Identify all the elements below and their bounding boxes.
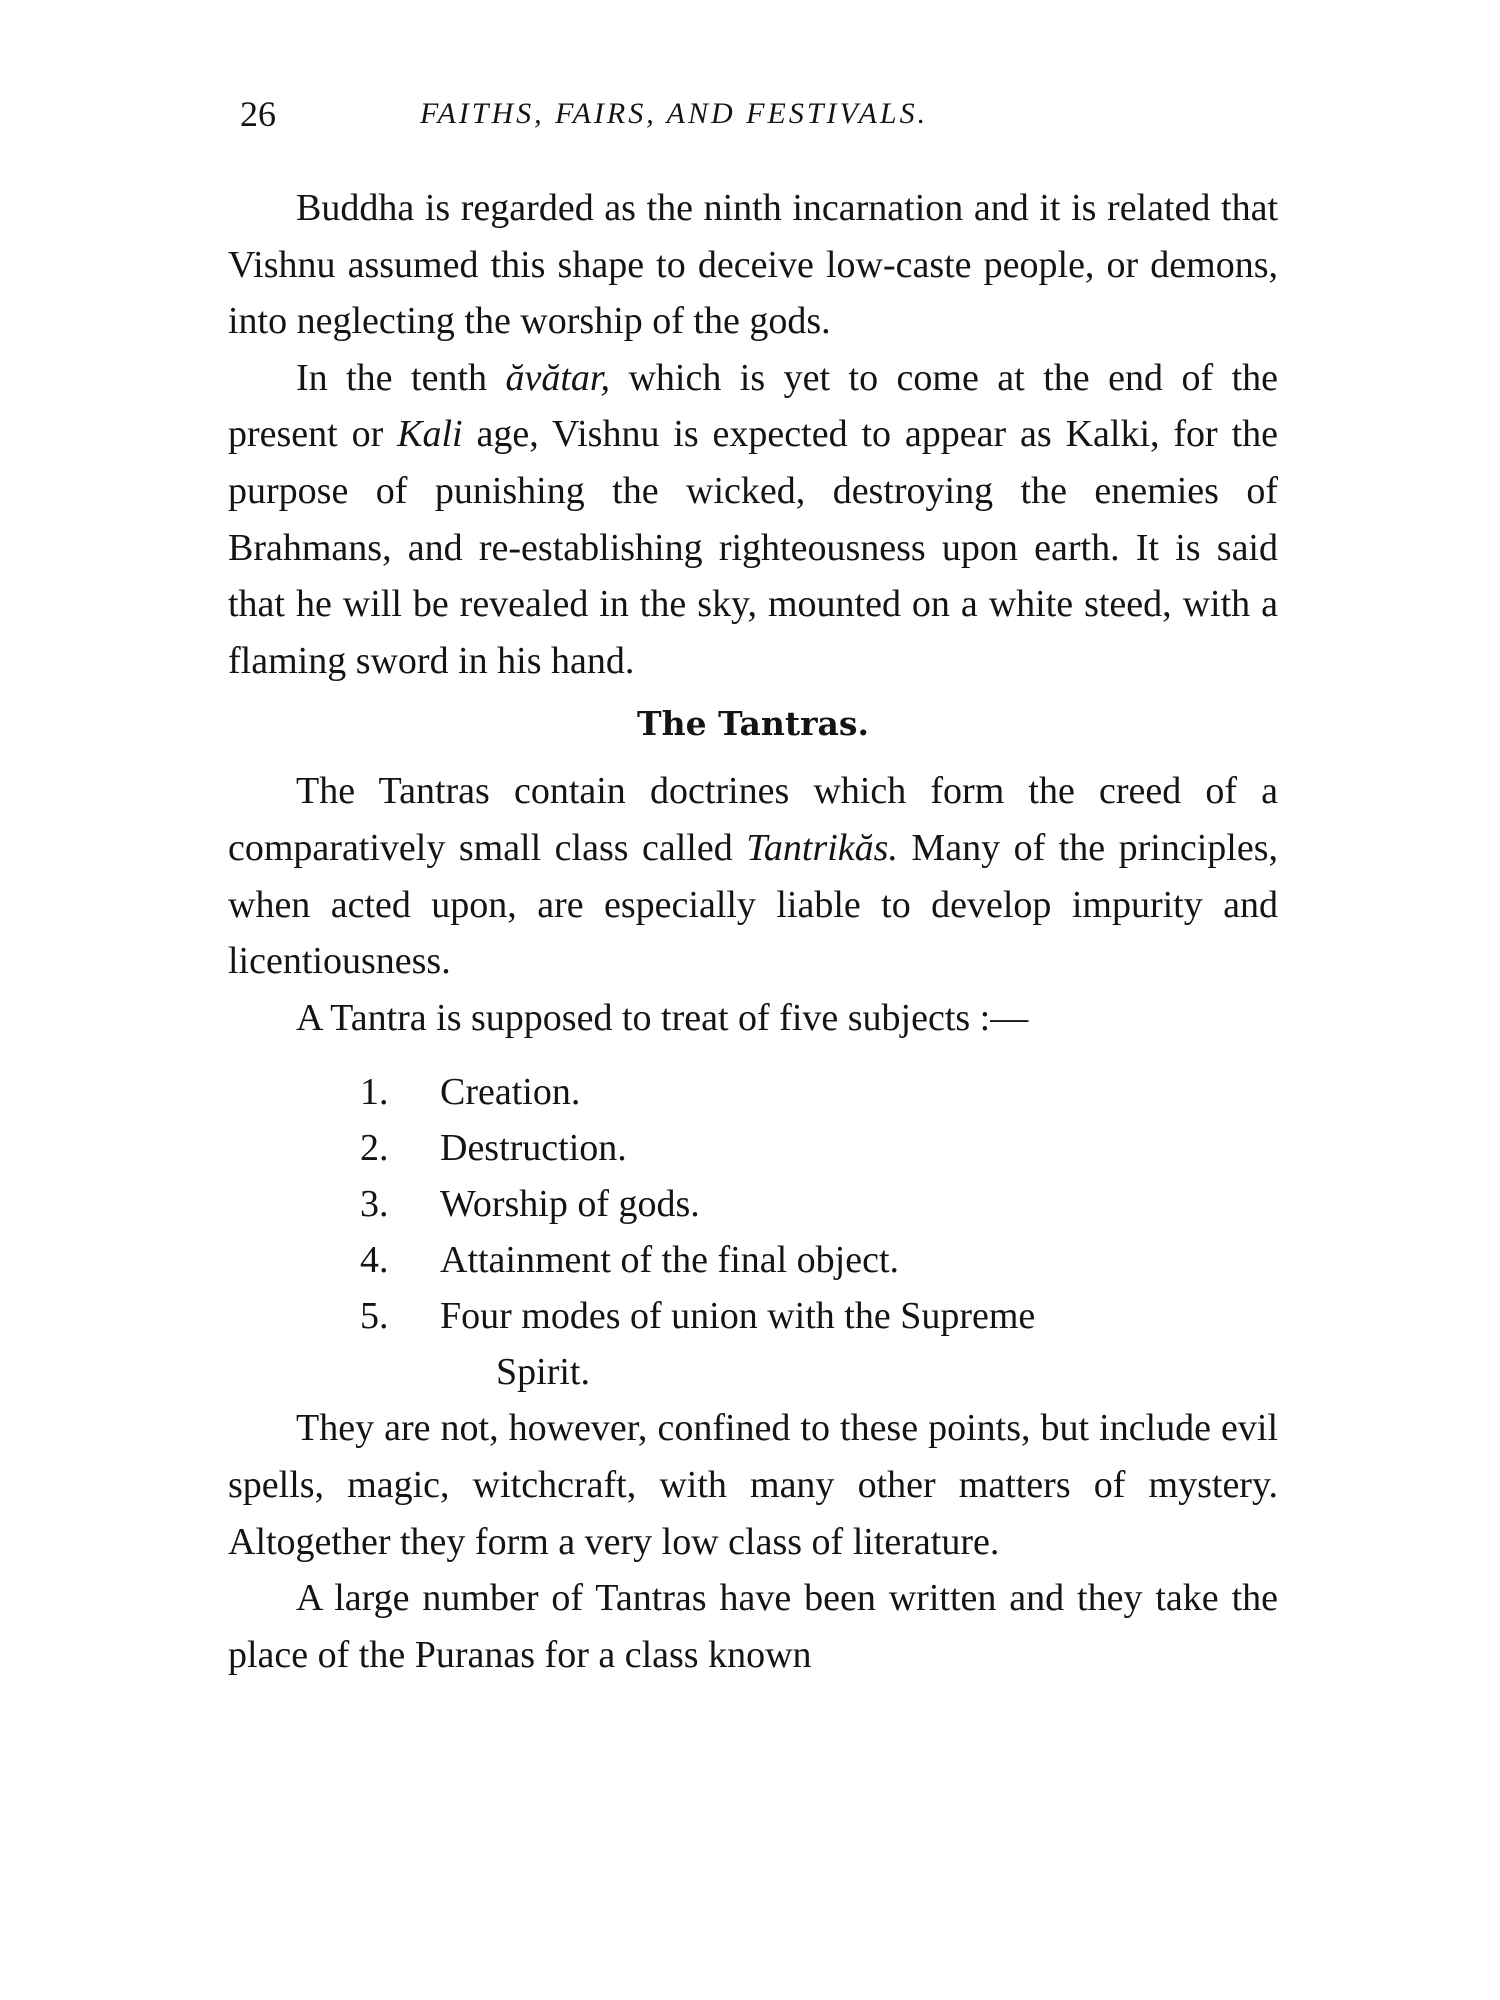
paragraph-buddha-incarnation: Buddha is regarded as the ninth incarnation and it is related that Vishnu assumed this shape to deceive low-caste people, or demons, into neglecting the worship of the gods.	[228, 187, 1278, 343]
list-item-text-block	[440, 1288, 1278, 1400]
paragraph-text: Many of the principles, when acted upon, are especially liable to develop impurity and licentiousness.	[228, 826, 1278, 983]
running-head	[240, 84, 1110, 144]
list-item-text: Destruction.	[440, 1127, 627, 1170]
list-item-text: Attainment of the final object.	[440, 1239, 900, 1282]
list-item-number: 2.	[360, 1127, 389, 1170]
list-item	[360, 1064, 1278, 1120]
list-item	[360, 1232, 1278, 1288]
text-block	[228, 180, 1278, 1683]
list-item-number: 3.	[360, 1183, 389, 1226]
paragraph-text: The Tantras contain doctrines which form the creed of a comparatively small class called	[228, 770, 1278, 869]
paragraph-large-number-tantras: A large number of Tantras have been written and they take the place of the Puranas for a class known	[228, 1577, 1278, 1676]
list-item	[360, 1120, 1278, 1176]
term-avatar: ăvătar,	[505, 356, 610, 399]
list-item-text: Worship of gods.	[440, 1183, 700, 1226]
running-title: FAITHS, FAIRS, AND FESTIVALS.	[420, 97, 929, 130]
paragraph-tenth-avatar	[228, 350, 1278, 690]
paragraph-text: which is yet to come at the end of the present or	[228, 356, 1278, 456]
term-kali: Kali	[397, 413, 463, 456]
subjects-list	[228, 1064, 1278, 1400]
list-item-number: 5.	[360, 1295, 389, 1338]
paragraph-text: age, Vishnu is expected to appear as Kalki, for the purpose of punishing the wicked, destroying the enemies of Brahmans, and re-establishing righteousness upon earth. It is said that he will be revealed in the sky, mounted on a white steed, with a flaming sword in his hand.	[228, 413, 1278, 682]
list-item	[360, 1288, 1278, 1400]
section-heading: The Tantras.	[637, 704, 869, 744]
list-item-text: Creation.	[440, 1071, 581, 1114]
paragraph-text: In the tenth	[296, 356, 506, 399]
list-item-text-continuation: Spirit.	[496, 1351, 590, 1394]
list-item-number: 4.	[360, 1239, 389, 1282]
list-item	[360, 1176, 1278, 1232]
paragraph-evil-spells: They are not, however, confined to these points, but include evil spells, magic, witchcraft, with many other matters of mystery. Altogether they form a very low class of literature.	[228, 1407, 1278, 1563]
term-tantrikas: Tantrikăs.	[746, 826, 898, 869]
page-number: 26	[240, 94, 276, 134]
paragraph-five-subjects-intro: A Tantra is supposed to treat of five subjects :—	[296, 996, 1029, 1039]
list-item-text: Four modes of union with the Supreme	[440, 1295, 1036, 1338]
list-item-number: 1.	[360, 1071, 389, 1114]
paragraph-tantras-doctrines	[228, 763, 1278, 989]
